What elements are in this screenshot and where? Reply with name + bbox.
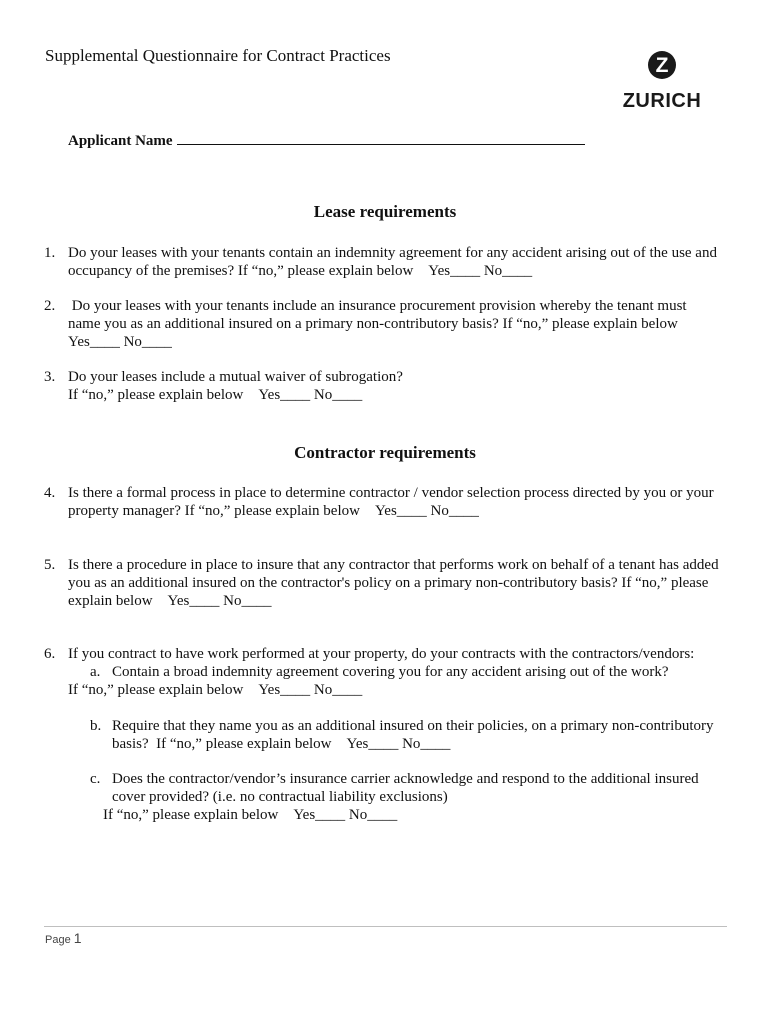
question-6c-answer: [103, 806, 743, 824]
question-text-line: Is there a formal process in place to determine contractor / vendor selection process directed by you or your: [68, 485, 714, 501]
question-number: 2.: [44, 298, 56, 314]
sub-question-letter: b.: [90, 718, 102, 734]
question-text-line: occupancy of the premises? If “no,” please explain below Yes____ No____: [68, 263, 533, 279]
page-number: 1: [73, 930, 82, 946]
question-number: 3.: [44, 369, 56, 385]
applicant-name-field[interactable]: [177, 130, 585, 145]
document-title: Supplemental Questionnaire for Contract Practices: [45, 46, 391, 65]
question-text-line: Is there a procedure in place to insure that any contractor that performs work on behalf of a tenant has added: [68, 557, 719, 573]
question-text-line: Yes____ No____: [68, 334, 172, 350]
question-text-line: Do your leases include a mutual waiver of subrogation?: [68, 369, 403, 385]
zurich-logo: [614, 50, 710, 118]
contractor-requirements-heading: Contractor requirements: [294, 443, 476, 462]
applicant-name-label: Applicant Name: [68, 133, 173, 149]
question-number: 1.: [44, 245, 56, 261]
lease-requirements-heading: Lease requirements: [313, 202, 457, 221]
footer-divider: [44, 926, 727, 927]
question-text-line: property manager? If “no,” please explain below Yes____ No____: [68, 503, 479, 519]
question-text-line: Do your leases with your tenants contain an indemnity agreement for any accident arising out of the use and: [68, 245, 717, 261]
zurich-logo-mark-icon: [647, 50, 677, 80]
applicant-name-row: [68, 130, 585, 150]
question-number: 6.: [44, 646, 56, 662]
question-text-line: explain below Yes____ No____: [68, 593, 272, 609]
question-text-line: Require that they name you as an additional insured on their policies, on a primary non-contributory: [112, 718, 714, 734]
question-text-line: If “no,” please explain below Yes____ No____: [68, 387, 363, 403]
question-text-line: If you contract to have work performed at your property, do your contracts with the contractors/vendors:: [68, 646, 695, 662]
sub-question-letter: c.: [90, 771, 101, 787]
question-text-line: If “no,” please explain below Yes____ No____: [103, 807, 398, 823]
question-text-line: Do your leases with your tenants include an insurance procurement provision whereby the tenant must: [68, 298, 687, 314]
question-text-line: name you as an additional insured on a primary non-contributory basis? If “no,” please explain below: [68, 316, 678, 332]
question-text-line: you as an additional insured on the contractor's policy on a primary non-contributory basis? If “no,” please: [68, 575, 709, 591]
question-text-line: Contain a broad indemnity agreement covering you for any accident arising out of the work?: [112, 664, 669, 680]
page-label: Page: [45, 934, 71, 946]
question-text-line: cover provided? (i.e. no contractual liability exclusions): [112, 789, 448, 805]
page-footer: [45, 930, 82, 946]
question-number: 4.: [44, 485, 56, 501]
question-text-line: Does the contractor/vendor’s insurance carrier acknowledge and respond to the additional insured: [112, 771, 699, 787]
question-text-line: basis? If “no,” please explain below Yes____ No____: [112, 736, 451, 752]
sub-question-letter: a.: [90, 664, 101, 680]
question-number: 5.: [44, 557, 56, 573]
logo-wordmark: ZURICH: [622, 90, 702, 112]
question-text-line: If “no,” please explain below Yes____ No____: [68, 682, 363, 698]
question-6a-answer: [68, 681, 708, 699]
logo-mark-letter: Z: [655, 54, 669, 77]
